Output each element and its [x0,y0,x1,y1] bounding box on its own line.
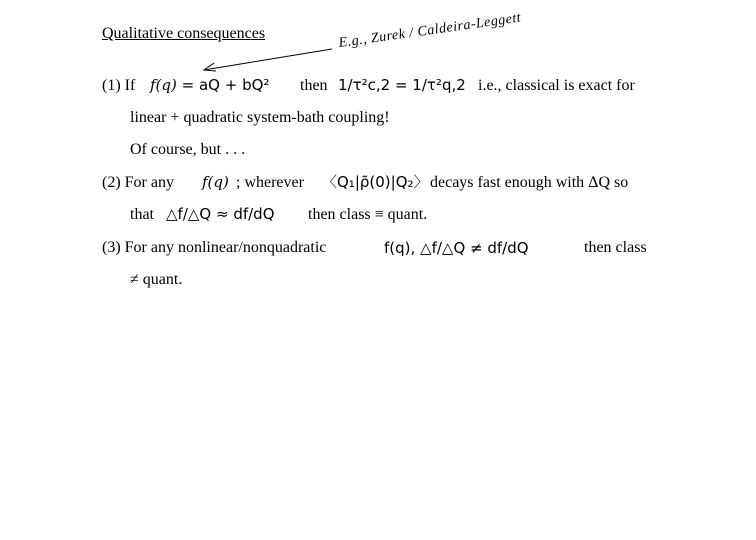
item3-f-expr: f(q), △f/△Q ≠ df/dQ [384,239,529,257]
item2-f: f(q) [202,173,229,191]
item2-then-class: then class ≡ quant. [308,206,428,223]
item1-function [150,75,269,95]
item1-f-expr: f(q) [150,76,177,94]
reference-note: E.g., Zurek / Caldeira-Leggett [337,10,523,52]
item3-label: (3) For any nonlinear/nonquadratic [102,239,327,256]
item1-line2: linear + quadratic system-bath coupling! [130,109,390,126]
item1-label: (1) If [102,77,136,94]
item1-ie: i.e., classical is exact for [478,77,635,94]
section-heading: Qualitative consequences [102,25,266,42]
item2-approx-expr: △f/△Q ≈ df/dQ [166,205,275,223]
item3-then-class: then class [584,239,647,256]
item1-eq-expr: = aQ + bQ² [181,76,270,94]
item2-that: that [130,206,154,223]
item1-tau-expr: 1/τ²c,2 = 1/τ²q,2 [338,76,466,94]
item2-decays: decays fast enough with ΔQ so [430,174,629,191]
item1-then: then [300,77,328,94]
item2-f-expr [202,172,229,192]
item1-line3: Of course, but . . . [130,141,246,158]
item2-bracket-expr: 〈Q₁|ρ̃(0)|Q₂〉 [322,173,429,191]
item3-neq-quant: ≠ quant. [130,271,183,288]
item2-label: (2) For any [102,174,174,191]
item2-wherever: ; wherever [236,174,304,191]
